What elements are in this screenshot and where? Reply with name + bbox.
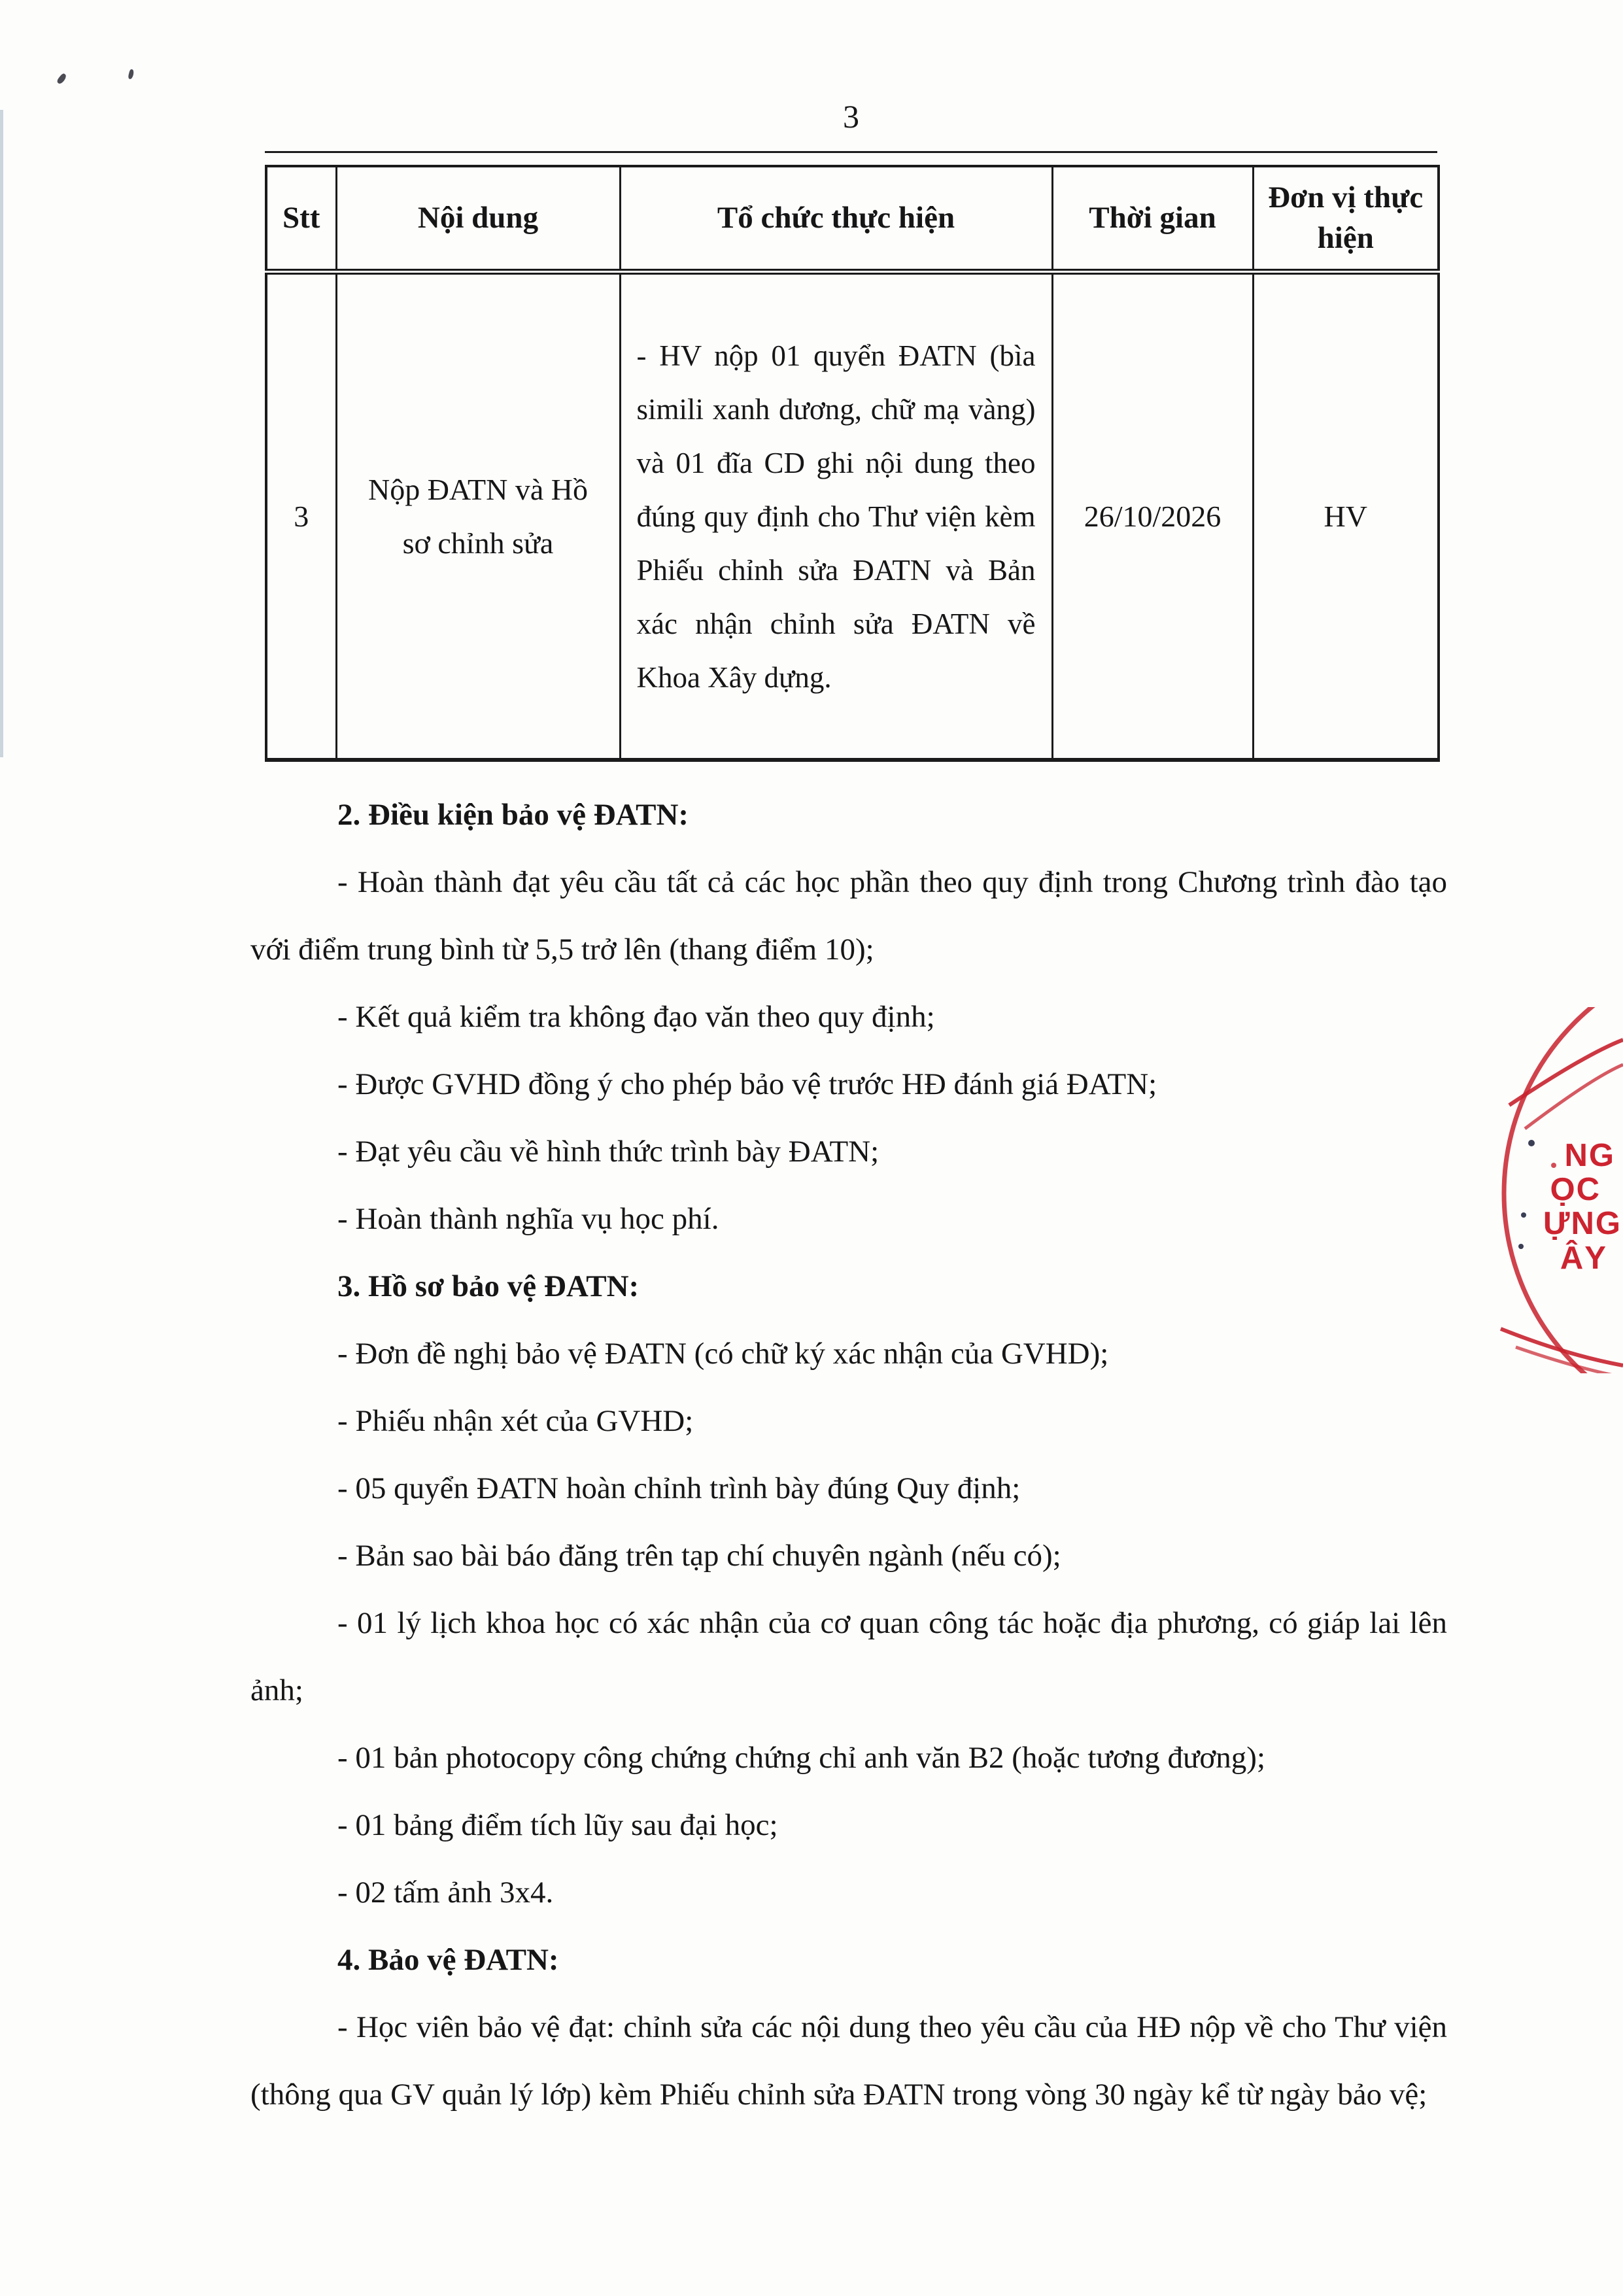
cell-noi-dung: Nộp ĐATN và Hồ sơ chỉnh sửa (336, 272, 620, 761)
ink-speck (128, 69, 134, 79)
header-stt: Stt (266, 166, 336, 272)
stamp-outer-arc-top (1509, 1040, 1623, 1105)
section-2-item: - Hoàn thành đạt yêu cầu tất cả các học phần theo quy định trong Chương trình đào tạo với điểm trung bình từ 5,5 trở lên (thang điểm 10); (250, 865, 1447, 967)
section-3-item: - 02 tấm ảnh 3x4. (337, 1876, 554, 1910)
section-2-item: - Kết quả kiểm tra không đạo văn theo quy định; (337, 1000, 935, 1034)
red-stamp-partial (1426, 1007, 1623, 1373)
table-header-row (266, 166, 1439, 272)
stamp-text-fragment: NG (1564, 1138, 1615, 1173)
section-2-item: - Đạt yêu cầu về hình thức trình bày ĐATN; (337, 1135, 880, 1169)
header-to-chuc: Tổ chức thực hiện (620, 166, 1052, 272)
stamp-inner-ring (1504, 1007, 1623, 1373)
cell-stt: 3 (266, 272, 336, 761)
section-3-item: - 01 lý lịch khoa học có xác nhận của cơ quan công tác hoặc địa phương, có giáp lai lên ảnh; (250, 1606, 1447, 1707)
document-body (250, 781, 1447, 2129)
table-row (266, 272, 1439, 761)
section-3-item: - 01 bảng điểm tích lũy sau đại học; (337, 1808, 778, 1842)
section-2-item: - Hoàn thành nghĩa vụ học phí. (337, 1202, 719, 1236)
section-3-item: - Bản sao bài báo đăng trên tạp chí chuyên ngành (nếu có); (337, 1539, 1061, 1573)
ink-speck (56, 73, 68, 85)
section-3-item: - 01 bản photocopy công chứng chứng chỉ anh văn B2 (hoặc tương đương); (337, 1741, 1265, 1775)
stamp-text-fragment: ỰNG (1543, 1206, 1622, 1241)
header-thoi-gian: Thời gian (1052, 166, 1253, 272)
stamp-outer-arc-top (1525, 1065, 1623, 1129)
section-2-heading: 2. Điều kiện bảo vệ ĐATN: (337, 798, 689, 832)
page-number: 3 (843, 98, 859, 135)
table-top-scanline (265, 151, 1437, 153)
stamp-outer-arc-bottom (1501, 1329, 1623, 1365)
stamp-outer-arc-bottom (1516, 1347, 1623, 1373)
cell-thoi-gian: 26/10/2026 (1052, 272, 1253, 761)
section-3-item: - Phiếu nhận xét của GVHD; (337, 1404, 694, 1438)
section-3-item: - Đơn đề nghị bảo vệ ĐATN (có chữ ký xác nhận của GVHD); (337, 1337, 1109, 1371)
section-2-item: - Được GVHD đồng ý cho phép bảo vệ trước HĐ đánh giá ĐATN; (337, 1067, 1157, 1101)
cell-to-chuc: - HV nộp 01 quyển ĐATN (bìa simili xanh dương, chữ mạ vàng) và 01 đĩa CD ghi nội dung theo đúng quy định cho Thư viện kèm Phiếu chỉnh sửa ĐATN và Bản xác nhận chỉnh sửa ĐATN về Khoa Xây dựng. (620, 272, 1052, 761)
section-4-heading: 4. Bảo vệ ĐATN: (337, 1943, 559, 1977)
section-4-item: - Học viên bảo vệ đạt: chỉnh sửa các nội dung theo yêu cầu của HĐ nộp về cho Thư viện (thông qua GV quản lý lớp) kèm Phiếu chỉnh sửa ĐATN trong vòng 30 ngày kể từ ngày bảo vệ; (250, 2010, 1447, 2112)
scan-edge-artifact (0, 110, 3, 757)
schedule-table (265, 165, 1440, 762)
section-3-heading: 3. Hồ sơ bảo vệ ĐATN: (337, 1269, 640, 1303)
section-3-item: - 05 quyển ĐATN hoàn chỉnh trình bày đúng Quy định; (337, 1471, 1021, 1505)
ink-dot (1518, 1244, 1524, 1249)
header-noi-dung: Nội dung (336, 166, 620, 272)
stamp-text-fragment: ỌC (1550, 1172, 1601, 1207)
header-don-vi: Đơn vị thực hiện (1253, 166, 1439, 272)
cell-don-vi: HV (1253, 272, 1439, 761)
ink-dot (1528, 1140, 1535, 1146)
stamp-text-fragment: ÂY (1560, 1241, 1607, 1276)
ink-dot (1521, 1212, 1526, 1218)
ink-dot (1551, 1163, 1556, 1168)
